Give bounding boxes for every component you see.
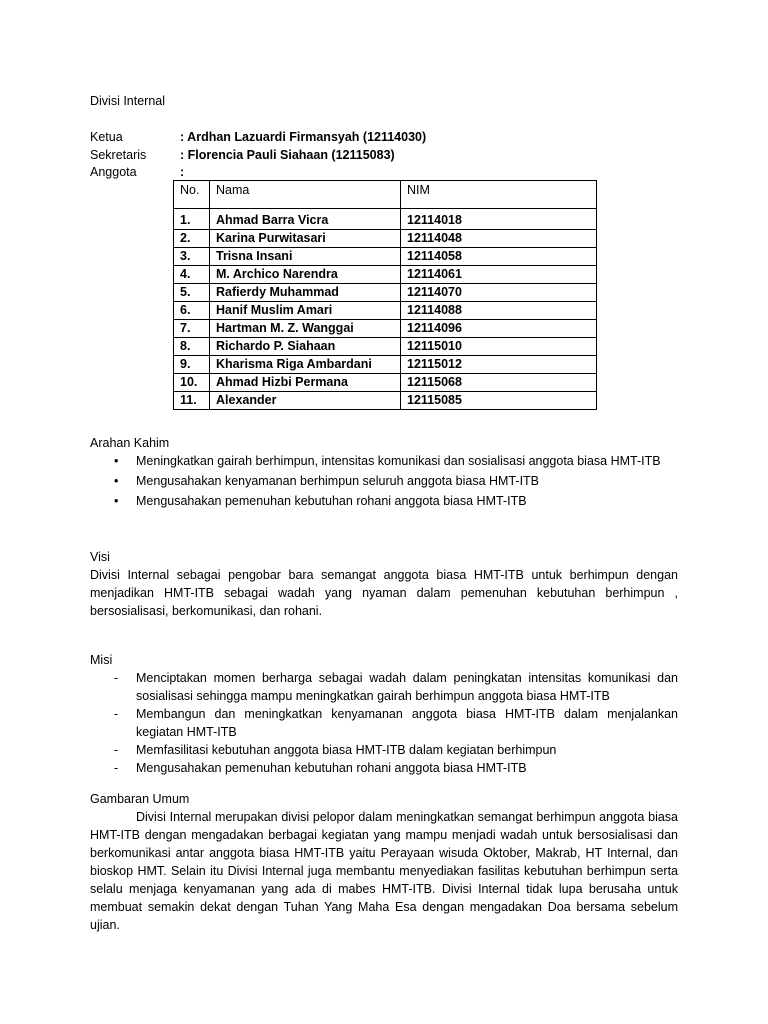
list-item [90,705,678,741]
row-no: 11. [174,392,210,410]
sekretaris-label: Sekretaris [90,148,147,162]
table-row [174,302,597,320]
row-no: 9. [174,356,210,374]
members-table [173,180,597,410]
ketua-value: : Ardhan Lazuardi Firmansyah (12114030) [180,130,427,144]
row-no: 1. [174,209,210,230]
gambaran-text: Divisi Internal merupakan divisi pelopor dalam meningkatkan semangat berhimpun anggota biasa HMT-ITB dengan mengadakan berbagai kegiatan yang mampu menjadi wadah untuk bersosialisasi dan berkomunikasi antar anggota biasa HMT-ITB yaitu Perayaan wisuda Oktober, Makrab, HT Internal, dan bioskop HMT. Selain itu Divisi Internal juga membantu menyediakan fasilitas kebutuhan berhimpun serta selalu menjaga kenyamanan yang ada di mabes HMT-ITB. Divisi Internal tidak lupa berusaha untuk membuat semakin dekat dengan Tuhan Yang Maha Esa dengan mengadakan Doa bersama sebelum ujian. [90,810,678,932]
row-nim: 12114070 [401,284,597,302]
arahan-heading: Arahan Kahim [90,436,170,450]
list-item-text: Mengusahakan kenyamanan berhimpun seluruh anggota biasa HMT-ITB [136,474,540,488]
row-nim: 12114058 [401,248,597,266]
row-name: Ahmad Hizbi Permana [210,374,401,392]
header-nim: NIM [401,181,597,209]
table-row [174,392,597,410]
list-item-text: Membangun dan meningkatkan kenyamanan anggota biasa HMT-ITB dalam menjalankan kegiatan HMT-ITB [136,707,678,739]
row-no: 8. [174,338,210,356]
bullet-icon: • [114,454,119,468]
table-row [174,266,597,284]
misi-heading: Misi [90,653,113,667]
row-no: 6. [174,302,210,320]
row-name: Richardo P. Siahaan [210,338,401,356]
row-no: 10. [174,374,210,392]
row-name: Trisna Insani [210,248,401,266]
misi-list [90,669,678,777]
row-name: Hanif Muslim Amari [210,302,401,320]
list-item [90,492,678,510]
anggota-value: : [180,165,185,179]
list-item [90,472,678,490]
row-no: 2. [174,230,210,248]
row-nim: 12114061 [401,266,597,284]
dash-icon: - [114,671,119,685]
visi-section [90,548,678,620]
row-name: Karina Purwitasari [210,230,401,248]
dash-icon: - [114,761,119,775]
table-row [174,320,597,338]
header-no: No. [174,181,210,209]
row-nim: 12114018 [401,209,597,230]
row-no: 3. [174,248,210,266]
list-item-text: Memfasilitasi kebutuhan anggota biasa HMT-ITB dalam kegiatan berhimpun [136,743,557,757]
table-row [174,338,597,356]
bullet-icon: • [114,474,119,488]
table-row [174,356,597,374]
row-name: Kharisma Riga Ambardani [210,356,401,374]
sekretaris-value: : Florencia Pauli Siahaan (12115083) [180,148,395,162]
row-no: 4. [174,266,210,284]
table-row [174,248,597,266]
row-nim: 12115068 [401,374,597,392]
visi-heading: Visi [90,550,110,564]
list-item [90,452,678,470]
list-item [90,669,678,705]
visi-text: Divisi Internal sebagai pengobar bara semangat anggota biasa HMT-ITB untuk berhimpun dengan menjadikan HMT-ITB sebagai wadah yang nyaman dalam pemenuhan kebutuhan berhimpun , bersosialisasi, berkomunikasi, dan rohani. [90,568,678,618]
row-name: Ahmad Barra Vicra [210,209,401,230]
row-name: M. Archico Narendra [210,266,401,284]
row-name: Hartman M. Z. Wanggai [210,320,401,338]
row-name: Alexander [210,392,401,410]
row-nim: 12114088 [401,302,597,320]
ketua-label: Ketua [90,130,123,144]
list-item [90,741,678,759]
arahan-list [90,452,678,510]
list-item-text: Mengusahakan pemenuhan kebutuhan rohani anggota biasa HMT-ITB [136,494,527,508]
header-nama: Nama [210,181,401,209]
table-row [174,374,597,392]
page-title: Divisi Internal [90,94,166,108]
row-nim: 12115085 [401,392,597,410]
list-item-text: Mengusahakan pemenuhan kebutuhan rohani anggota biasa HMT-ITB [136,761,527,775]
row-no: 5. [174,284,210,302]
list-item-text: Meningkatkan gairah berhimpun, intensitas komunikasi dan sosialisasi anggota biasa HMT-ITB [136,454,661,468]
anggota-label: Anggota [90,165,137,179]
misi-section [90,651,678,777]
list-item-text: Menciptakan momen berharga sebagai wadah dalam peningkatan intensitas komunikasi dan sosialisasi sehingga mampu meningkatkan gairah berhimpun anggota biasa HMT-ITB [136,671,678,703]
list-item [90,759,678,777]
row-nim: 12114096 [401,320,597,338]
row-name: Rafierdy Muhammad [210,284,401,302]
gambaran-heading: Gambaran Umum [90,792,190,806]
arahan-section [90,434,678,512]
table-row [174,284,597,302]
dash-icon: - [114,707,119,721]
row-nim: 12115012 [401,356,597,374]
bullet-icon: • [114,494,119,508]
row-no: 7. [174,320,210,338]
table-row [174,209,597,230]
row-nim: 12114048 [401,230,597,248]
row-nim: 12115010 [401,338,597,356]
gambaran-section [90,790,678,934]
table-row [174,230,597,248]
table-header-row [174,181,597,209]
dash-icon: - [114,743,119,757]
